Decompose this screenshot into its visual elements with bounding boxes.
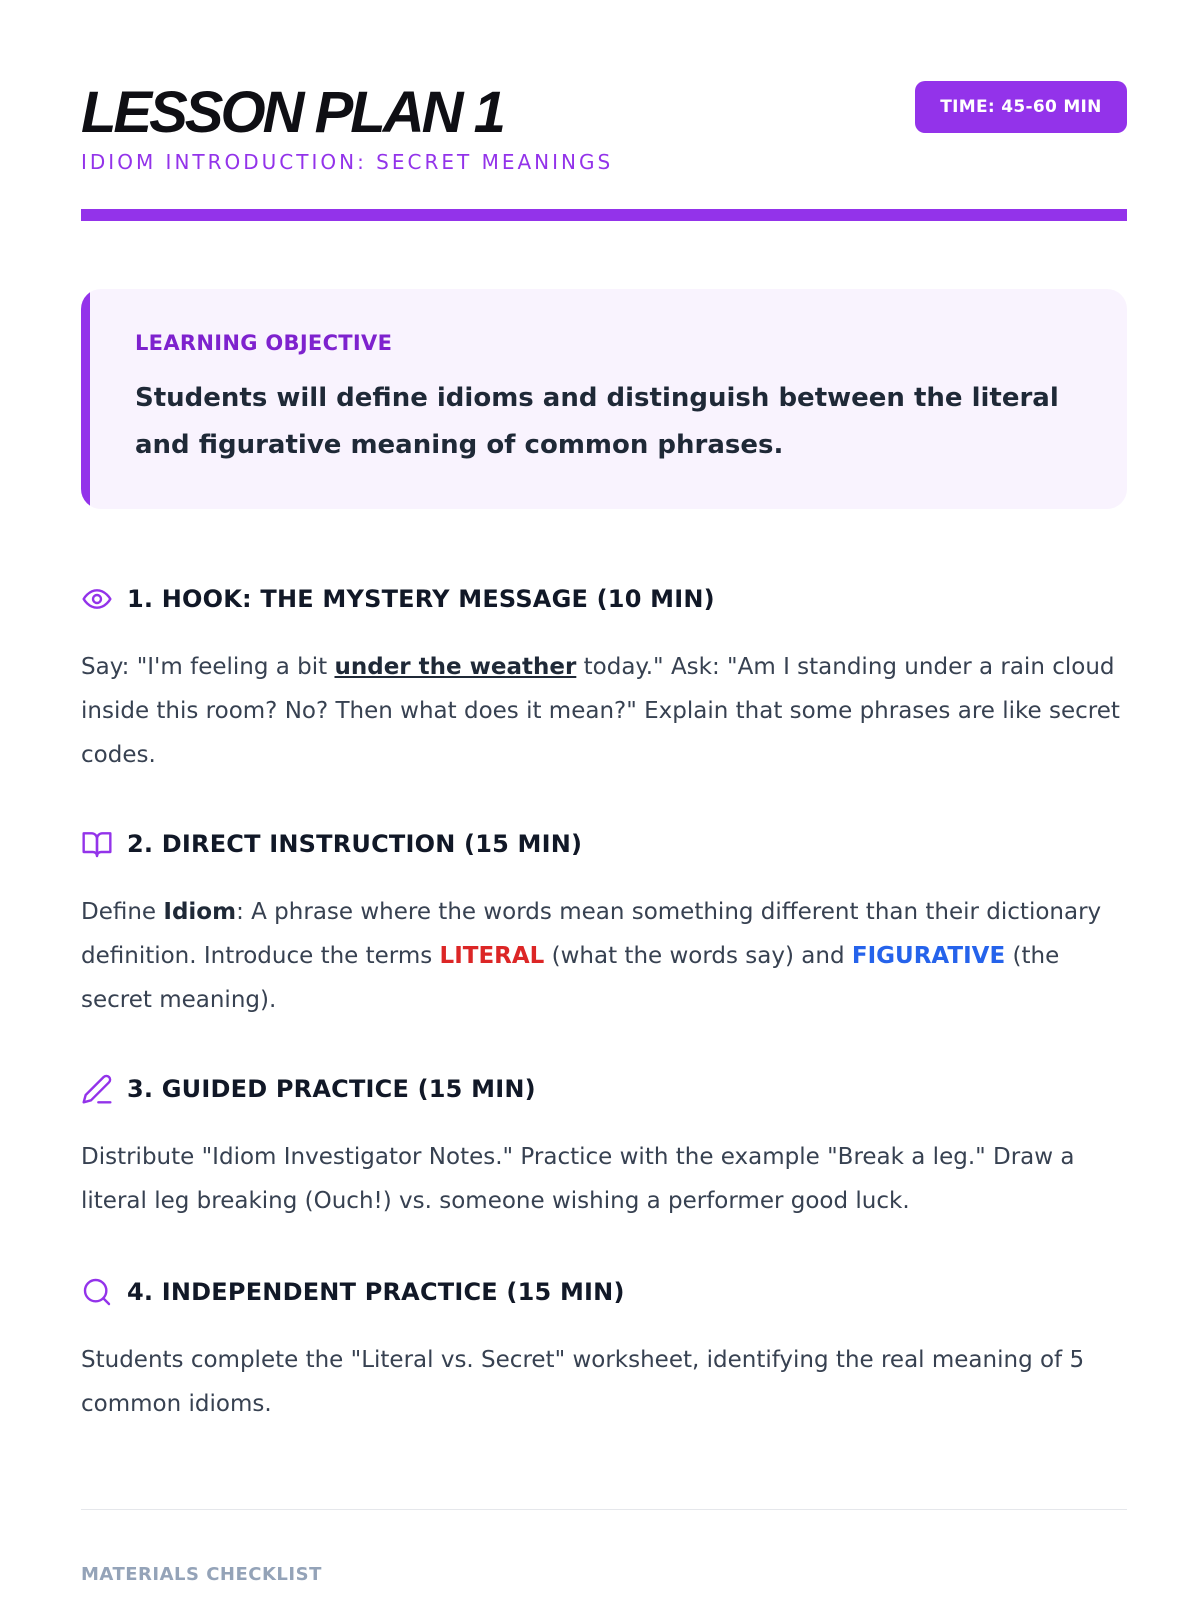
- time-badge: TIME: 45-60 MIN: [915, 81, 1127, 133]
- term-idiom: Idiom: [163, 899, 237, 925]
- body-text: Define: [81, 899, 164, 925]
- emphasized-phrase: under the weather: [334, 654, 577, 680]
- lesson-header: [81, 80, 1127, 230]
- term-figurative: FIGURATIVE: [851, 943, 1006, 969]
- pencil-icon: [81, 1073, 113, 1105]
- materials-checklist-label: MATERIALS CHECKLIST: [81, 1564, 322, 1585]
- term-literal: LITERAL: [439, 943, 545, 969]
- objective-text: Students will define idioms and distinguish between the literal and figurative meaning of common phrases.: [135, 383, 1059, 460]
- lesson-title: LESSON PLAN 1: [81, 80, 503, 145]
- objective-accent-bar: [81, 289, 90, 509]
- footer-divider: [81, 1509, 1127, 1510]
- body-text: today." Ask: "Am I standing under a rain cloud inside this room? No? Then what does it mean?" Explain that some phrases are like secret codes.: [81, 654, 1120, 768]
- body-text: (the secret meaning).: [81, 943, 1060, 1013]
- lesson-subtitle: IDIOM INTRODUCTION: SECRET MEANINGS: [81, 150, 614, 174]
- section-body: Students complete the "Literal vs. Secret" worksheet, identifying the real meaning of 5 common idioms.: [81, 1347, 1085, 1417]
- objective-label: LEARNING OBJECTIVE: [135, 331, 393, 355]
- section-body: Distribute "Idiom Investigator Notes." Practice with the example "Break a leg." Draw a literal leg breaking (Ouch!) vs. someone wishing a performer good luck.: [81, 1144, 1075, 1214]
- body-text: : A phrase where the words mean something different than their dictionary definition. Introduce the terms: [81, 899, 1102, 969]
- learning-objective-card: [81, 289, 1127, 509]
- section-header: [81, 826, 1127, 862]
- section-header: [81, 1071, 1127, 1107]
- book-icon: [81, 828, 113, 860]
- section-independent-practice: [81, 1274, 1127, 1426]
- section-body: [81, 890, 1127, 1022]
- eye-icon: [81, 583, 113, 615]
- body-text: Say: "I'm feeling a bit: [81, 654, 335, 680]
- search-icon: [81, 1276, 113, 1308]
- section-title: 3. GUIDED PRACTICE (15 MIN): [127, 1075, 536, 1103]
- body-text: (what the words say) and: [544, 943, 852, 969]
- lesson-plan-page: [81, 0, 1127, 1600]
- section-title: 1. HOOK: THE MYSTERY MESSAGE (10 MIN): [127, 585, 715, 613]
- section-header: [81, 1274, 1127, 1310]
- section-direct-instruction: [81, 826, 1127, 1022]
- section-hook: [81, 581, 1127, 777]
- section-title: 4. INDEPENDENT PRACTICE (15 MIN): [127, 1278, 625, 1306]
- section-guided-practice: [81, 1071, 1127, 1223]
- section-body: [81, 645, 1127, 777]
- header-divider: [81, 209, 1127, 221]
- section-header: [81, 581, 1127, 617]
- section-title: 2. DIRECT INSTRUCTION (15 MIN): [127, 830, 583, 858]
